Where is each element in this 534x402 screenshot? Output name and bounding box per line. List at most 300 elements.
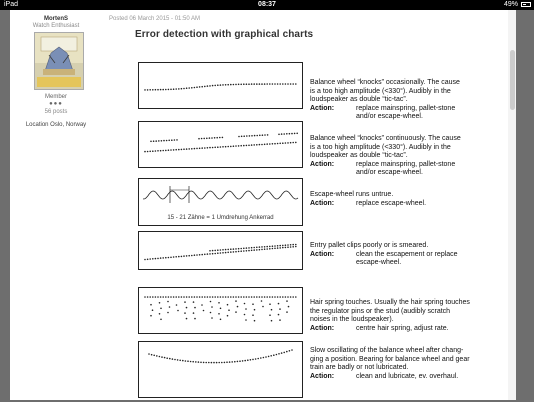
trace-dot	[225, 252, 227, 254]
trace-dot	[266, 248, 268, 250]
trace-dot	[216, 137, 218, 139]
trace-dot	[230, 248, 232, 250]
scrollbar[interactable]	[508, 10, 516, 400]
trace-dot	[181, 296, 183, 298]
trace-dot	[159, 302, 161, 304]
trace-dot	[183, 296, 185, 298]
trace-dot	[255, 358, 257, 360]
author-name[interactable]: MortenS	[44, 16, 68, 22]
trace-dot	[191, 296, 193, 298]
trace-dot	[157, 296, 159, 298]
trace-dot	[209, 250, 211, 252]
trace-dot	[248, 247, 250, 249]
trace-dot	[201, 147, 203, 149]
trace-dot	[144, 259, 146, 261]
trace-dot	[247, 359, 249, 361]
action-label: Action:	[310, 250, 335, 258]
trace-dot	[204, 147, 206, 149]
error-chart-panel	[138, 341, 303, 398]
trace-dot	[251, 83, 253, 85]
trace-dot	[261, 83, 263, 85]
trace-dot	[272, 296, 274, 298]
trace-dot	[160, 319, 162, 321]
trace-dot	[149, 296, 151, 298]
trace-dot	[194, 87, 196, 89]
description-line: loudspeaker as double “tic-tac”.	[310, 96, 408, 104]
trace-dot	[266, 143, 268, 145]
action-row	[310, 161, 506, 170]
trace-dot	[217, 249, 219, 251]
description-line: noises in the loudspeaker).	[310, 316, 394, 324]
trace-dot	[245, 308, 247, 310]
description-line: Balance wheel “knocks” continuously. The cause	[310, 135, 461, 142]
trace-dot	[251, 296, 253, 298]
trace-dot	[259, 249, 261, 251]
trace-dot	[162, 89, 164, 91]
trace-dot	[295, 83, 297, 85]
trace-dot	[150, 141, 152, 143]
trace-dot	[190, 361, 192, 363]
trace-dot	[219, 137, 221, 139]
trace-dot	[259, 144, 261, 146]
trace-dot	[185, 360, 187, 362]
trace-dot	[271, 320, 273, 322]
trace-dot	[243, 145, 245, 147]
trace-dot	[267, 134, 269, 136]
trace-dot	[201, 138, 203, 140]
trace-dot	[233, 145, 235, 147]
trace-dot	[157, 89, 159, 91]
trace-dot	[274, 248, 276, 250]
trace-dot	[205, 362, 207, 364]
trace-dot	[238, 136, 240, 138]
trace-dot	[217, 146, 219, 148]
trace-dot	[183, 88, 185, 90]
trace-dot	[188, 296, 190, 298]
trace-dot	[199, 296, 201, 298]
action-text: clean the escapement or replace	[356, 250, 458, 258]
trace-dot	[201, 304, 203, 306]
trace-dot	[217, 252, 219, 254]
trace-dot	[222, 137, 224, 139]
trace-dot	[144, 296, 146, 298]
trace-dot	[222, 296, 224, 298]
trace-dot	[253, 296, 255, 298]
trace-dot	[172, 358, 174, 360]
trace-dot	[240, 250, 242, 252]
trace-dot	[282, 296, 284, 298]
trace-dot	[147, 259, 149, 261]
trace-dot	[295, 244, 297, 246]
trace-dot	[277, 247, 279, 249]
trace-dot	[194, 296, 196, 298]
trace-dot	[194, 307, 196, 309]
trace-dot	[207, 253, 209, 255]
trace-dot	[250, 359, 252, 361]
trace-dot	[254, 135, 256, 137]
trace-dot	[150, 304, 152, 306]
trace-dot	[200, 362, 202, 364]
trace-dot	[222, 249, 224, 251]
trace-dot	[170, 89, 172, 91]
trace-dot	[287, 142, 289, 144]
trace-dot	[246, 135, 248, 137]
error-chart	[139, 179, 302, 225]
trace-dot	[191, 148, 193, 150]
trace-dot	[186, 148, 188, 150]
trace-dot	[214, 85, 216, 87]
trace-dot	[207, 147, 209, 149]
trace-dot	[214, 296, 216, 298]
trace-dot	[184, 312, 186, 314]
trace-dot	[212, 250, 214, 252]
trace-dot	[292, 244, 294, 246]
device-name: iPad	[4, 1, 19, 8]
trace-dot	[196, 148, 198, 150]
trace-dot	[225, 84, 227, 86]
trace-dot	[177, 359, 179, 361]
trace-dot	[193, 301, 195, 303]
trace-dot	[244, 360, 246, 362]
trace-dot	[241, 136, 243, 138]
trace-dot	[196, 254, 198, 256]
trace-dot	[261, 249, 263, 251]
action-text-continued: and/or escape-wheel.	[356, 113, 423, 121]
trace-dot	[259, 296, 261, 298]
trace-dot	[225, 296, 227, 298]
action-label: Action:	[310, 160, 335, 168]
trace-dot	[264, 144, 266, 146]
trace-dot	[282, 245, 284, 247]
trace-dot	[296, 133, 298, 135]
trace-dot	[160, 150, 162, 152]
trace-dot	[261, 144, 263, 146]
trace-dot	[230, 146, 232, 148]
trace-dot	[256, 247, 258, 249]
trace-dot	[158, 140, 160, 142]
trace-dot	[159, 313, 161, 315]
trace-dot	[204, 296, 206, 298]
description-line: ging a position. Bearing for balance wheel and gear	[310, 355, 470, 363]
trace-dot	[165, 257, 167, 259]
trace-dot	[209, 147, 211, 149]
trace-dot	[279, 245, 281, 247]
trace-dot	[212, 147, 214, 149]
trace-dot	[291, 349, 293, 351]
trace-dot	[199, 254, 201, 256]
trace-dot	[254, 309, 256, 311]
trace-dot	[186, 87, 188, 89]
trace-dot	[178, 256, 180, 258]
trace-dot	[194, 254, 196, 256]
trace-dot	[264, 134, 266, 136]
trace-dot	[173, 256, 175, 258]
trace-dot	[278, 303, 280, 305]
trace-dot	[222, 252, 224, 254]
trace-dot	[151, 354, 153, 356]
trace-dot	[272, 143, 274, 145]
trace-dot	[220, 319, 222, 321]
description-line: Hair spring touches. Usually the hair spring touches	[310, 299, 470, 306]
description-line: Entry pallet clips poorly or is smeared.	[310, 242, 429, 249]
trace-dot	[256, 296, 258, 298]
action-row	[310, 373, 506, 382]
trace-dot	[292, 142, 294, 144]
error-description	[310, 191, 506, 208]
trace-dot	[257, 358, 259, 360]
trace-dot	[281, 352, 283, 354]
trace-dot	[237, 306, 239, 308]
trace-dot	[235, 300, 237, 302]
author-title: Watch Enthusiast	[32, 23, 80, 29]
trace-dot	[220, 252, 222, 254]
trace-dot	[214, 137, 216, 139]
trace-dot	[269, 246, 271, 248]
trace-dot	[264, 248, 266, 250]
trace-dot	[218, 302, 220, 304]
trace-dot	[238, 248, 240, 250]
document-title: Error detection with graphical charts	[135, 29, 314, 40]
trace-dot	[285, 244, 287, 246]
trace-dot	[287, 83, 289, 85]
trace-dot	[294, 133, 296, 135]
trace-dot	[214, 250, 216, 252]
trace-dot	[251, 135, 253, 137]
trace-dot	[230, 251, 232, 253]
trace-dot	[181, 88, 183, 90]
trace-dot	[279, 143, 281, 145]
trace-dot	[211, 362, 213, 364]
trace-dot	[210, 312, 212, 314]
action-row	[310, 200, 506, 209]
trace-dot	[191, 255, 193, 257]
trace-dot	[246, 145, 248, 147]
trace-dot	[188, 255, 190, 257]
trace-dot	[195, 361, 197, 363]
author-location	[10, 122, 102, 128]
battery-percent: 49%	[503, 1, 518, 8]
trace-dot	[237, 361, 239, 363]
error-description	[310, 299, 506, 333]
avatar[interactable]	[34, 32, 84, 90]
trace-dot	[150, 315, 152, 317]
rank-pips: ●●●	[49, 101, 63, 107]
post-count: 56 posts	[44, 109, 68, 115]
trace-dot	[178, 88, 180, 90]
trace-dot	[203, 138, 205, 140]
trace-dot	[209, 253, 211, 255]
error-description	[310, 135, 506, 178]
trace-dot	[181, 149, 183, 151]
trace-dot	[203, 310, 205, 312]
trace-dot	[168, 296, 170, 298]
trace-dot	[290, 246, 292, 248]
trace-dot	[173, 88, 175, 90]
trace-dot	[144, 151, 146, 153]
trace-dot	[225, 146, 227, 148]
trace-dot	[269, 296, 271, 298]
trace-dot	[282, 83, 284, 85]
trace-dot	[243, 248, 245, 250]
trace-dot	[268, 356, 270, 358]
trace-dot	[166, 140, 168, 142]
action-text-continued: and/or escape-wheel.	[356, 169, 423, 177]
description-line: loudspeaker as double “tic-tac”.	[310, 152, 408, 160]
trace-dot	[248, 250, 250, 252]
trace-dot	[282, 247, 284, 249]
action-row	[310, 105, 506, 114]
trace-dot	[220, 84, 222, 86]
trace-dot	[155, 258, 157, 260]
scrollbar-thumb[interactable]	[510, 50, 515, 110]
trace-dot	[295, 246, 297, 248]
trace-dot	[286, 351, 288, 353]
trace-dot	[193, 312, 195, 314]
description-line: train are badly or not lubricated.	[310, 364, 409, 372]
trace-dot	[163, 140, 165, 142]
trace-dot	[208, 362, 210, 364]
trace-dot	[213, 362, 215, 364]
trace-dot	[253, 83, 255, 85]
trace-dot	[152, 150, 154, 152]
trace-dot	[269, 83, 271, 85]
trace-dot	[259, 246, 261, 248]
trace-dot	[177, 310, 179, 312]
trace-dot	[204, 86, 206, 88]
trace-dot	[168, 89, 170, 91]
trace-dot	[248, 145, 250, 147]
trace-dot	[220, 146, 222, 148]
trace-dot	[149, 89, 151, 91]
trace-dot	[173, 149, 175, 151]
trace-dot	[292, 296, 294, 298]
forum-page[interactable]	[10, 10, 516, 400]
description-line: is a too high amplitude (<330°). Audibly in the	[310, 87, 451, 95]
description-line: Balance wheel “knocks” occasionally. The cause	[310, 79, 460, 86]
trace-dot	[149, 258, 151, 260]
trace-dot	[165, 89, 167, 91]
trace-dot	[234, 361, 236, 363]
location-value: Oslo, Norway	[50, 122, 87, 128]
trace-dot	[157, 150, 159, 152]
trace-dot	[169, 306, 171, 308]
trace-dot	[235, 145, 237, 147]
trace-dot	[251, 247, 253, 249]
location-label: Location	[25, 122, 49, 128]
trace-dot	[249, 135, 251, 137]
trace-dot	[186, 318, 188, 320]
trace-dot	[278, 314, 280, 316]
trace-dot	[285, 83, 287, 85]
trace-dot	[235, 311, 237, 313]
trace-dot	[243, 250, 245, 252]
trace-dot	[290, 142, 292, 144]
error-chart-panel	[138, 62, 303, 109]
action-label: Action:	[310, 104, 335, 112]
trace-dot	[287, 244, 289, 246]
trace-dot	[240, 84, 242, 86]
trace-dot	[207, 296, 209, 298]
trace-dot	[155, 296, 157, 298]
trace-dot	[156, 355, 158, 357]
trace-dot	[220, 308, 222, 310]
trace-dot	[159, 356, 161, 358]
action-label: Action:	[310, 372, 335, 380]
trace-dot	[216, 362, 218, 364]
trace-dot	[230, 296, 232, 298]
trace-dot	[204, 254, 206, 256]
action-text: replace escape-wheel.	[356, 199, 427, 207]
trace-dot	[153, 355, 155, 357]
trace-dot	[264, 296, 266, 298]
trace-dot	[198, 138, 200, 140]
error-chart	[139, 63, 302, 108]
trace-dot	[266, 296, 268, 298]
trace-dot	[243, 135, 245, 137]
trace-dot	[157, 258, 159, 260]
description-line: Slow oscillating of the balance wheel after chang-	[310, 347, 464, 354]
trace-dot	[235, 296, 237, 298]
trace-dot	[188, 87, 190, 89]
trace-dot	[231, 361, 233, 363]
error-chart-panel	[138, 121, 303, 168]
trace-dot	[211, 137, 213, 139]
trace-dot	[238, 296, 240, 298]
trace-dot	[244, 314, 246, 316]
trace-dot	[245, 319, 247, 321]
trace-dot	[285, 247, 287, 249]
trace-dot	[214, 253, 216, 255]
trace-dot	[218, 362, 220, 364]
trace-dot	[203, 362, 205, 364]
trace-dot	[256, 83, 258, 85]
trace-dot	[152, 89, 154, 91]
trace-dot	[261, 246, 263, 248]
trace-dot	[233, 84, 235, 86]
trace-dot	[209, 137, 211, 139]
trace-dot	[148, 353, 150, 355]
action-text: replace mainspring, pallet-stone	[356, 104, 456, 112]
trace-dot	[221, 362, 223, 364]
trace-dot	[295, 142, 297, 144]
trace-dot	[269, 314, 271, 316]
status-bar	[0, 0, 534, 10]
trace-dot	[178, 149, 180, 151]
trace-dot	[251, 144, 253, 146]
trace-dot	[262, 134, 264, 136]
trace-dot	[164, 357, 166, 359]
trace-dot	[277, 143, 279, 145]
trace-dot	[289, 133, 291, 135]
trace-dot	[246, 247, 248, 249]
action-row	[310, 251, 506, 260]
error-chart-panel	[138, 231, 303, 270]
trace-dot	[235, 84, 237, 86]
trace-dot	[254, 320, 256, 322]
action-text: replace mainspring, pallet-stone	[356, 160, 456, 168]
trace-dot	[277, 245, 279, 247]
trace-dot	[211, 306, 213, 308]
trace-dot	[283, 352, 285, 354]
trace-dot	[286, 300, 288, 302]
trace-dot	[166, 357, 168, 359]
trace-dot	[290, 244, 292, 246]
trace-dot	[176, 139, 178, 141]
trace-dot	[286, 311, 288, 313]
trace-dot	[252, 359, 254, 361]
trace-dot	[167, 301, 169, 303]
trace-dot	[227, 252, 229, 254]
